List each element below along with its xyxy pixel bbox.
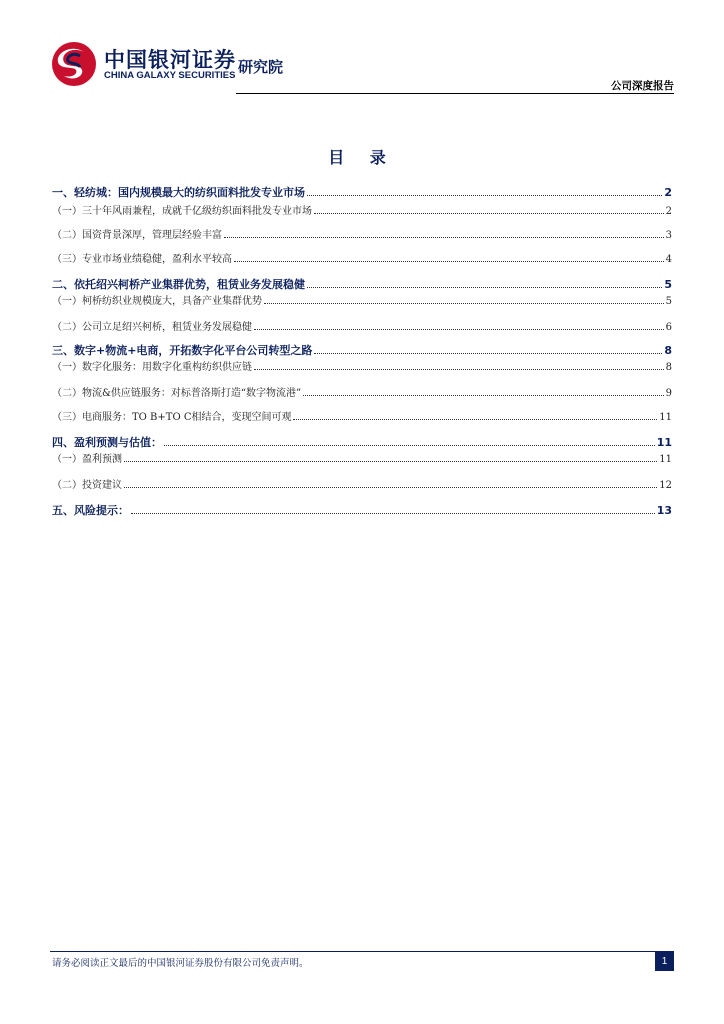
toc-leader-dots [264, 303, 664, 304]
toc-entry[interactable] [52, 450, 672, 466]
toc-entry-title: （二）国资背景深厚，管理层经验丰富 [52, 230, 222, 241]
toc-entry-title: （一）数字化服务：用数字化重构纺织供应链 [52, 362, 252, 373]
toc-entry[interactable] [52, 318, 672, 334]
toc-entry-page: 9 [665, 388, 672, 399]
toc-entry[interactable] [52, 342, 672, 358]
toc-leader-dots [303, 395, 663, 396]
toc-entry-title: 一、轻纺城：国内规模最大的纺织面料批发专业市场 [52, 186, 305, 199]
toc-entry-page: 12 [659, 480, 672, 491]
toc-entry[interactable] [52, 276, 672, 292]
toc-entry[interactable] [52, 408, 672, 424]
toc-entry[interactable] [52, 476, 672, 492]
toc-entry-page: 8 [665, 362, 672, 373]
toc-title: 目 录 [328, 148, 396, 167]
toc-entry[interactable] [52, 202, 672, 218]
toc-leader-dots [124, 461, 657, 462]
toc-entry-page: 6 [665, 322, 672, 333]
toc-leader-dots [224, 237, 664, 238]
toc-entry-page: 8 [664, 344, 672, 357]
toc-leader-dots [293, 419, 657, 420]
toc-entry-title: （二）公司立足绍兴柯桥，租赁业务发展稳健 [52, 322, 252, 333]
toc-entry[interactable] [52, 434, 672, 450]
toc-entry-title: 四、盈利预测与估值： [52, 436, 162, 449]
toc-entry-page: 2 [664, 186, 672, 199]
toc-entry-title: （一）三十年风雨兼程，成就千亿级纺织面料批发专业市场 [52, 206, 312, 217]
toc-entry-page: 3 [665, 230, 672, 241]
toc-entry-page: 13 [656, 504, 672, 517]
toc-leader-dots [314, 353, 662, 354]
toc-entry-page: 11 [659, 412, 672, 423]
toc-entry-page: 5 [665, 296, 672, 307]
toc-leader-dots [234, 261, 664, 262]
footer-divider [50, 951, 674, 952]
toc-leader-dots [314, 213, 664, 214]
toc-entry[interactable] [52, 226, 672, 242]
toc-leader-dots [131, 513, 655, 514]
toc-entry-title: （一）柯桥纺织业规模庞大，具备产业集群优势 [52, 296, 262, 307]
toc-entry[interactable] [52, 358, 672, 374]
toc-leader-dots [254, 369, 664, 370]
toc-entry-title: （一）盈利预测 [52, 454, 122, 465]
toc-leader-dots [164, 445, 655, 446]
toc-leader-dots [254, 329, 664, 330]
toc-entry[interactable] [52, 502, 672, 518]
toc-entry[interactable] [52, 250, 672, 266]
brand-name-en: CHINA GALAXY SECURITIES [104, 70, 236, 81]
toc-entry-page: 5 [664, 278, 672, 291]
toc-entry-page: 11 [659, 454, 672, 465]
toc-entry-title: （三）专业市场业绩稳健，盈利水平较高 [52, 254, 232, 265]
toc-entry-title: 三、数字+物流+电商，开拓数字化平台公司转型之路 [52, 344, 313, 357]
toc-entry[interactable] [52, 292, 672, 308]
toc-entry-page: 2 [665, 206, 672, 217]
toc-entry-title: 五、风险提示： [52, 504, 129, 517]
toc-entry[interactable] [52, 384, 672, 400]
toc-entry-page: 11 [656, 436, 672, 449]
toc-entry-title: （二）投资建议 [52, 480, 122, 491]
toc-entry-title: （三）电商服务：TO B+TO C相结合，变现空间可观 [52, 412, 292, 423]
brand-subtitle: 研究院 [238, 58, 284, 76]
brand-name-cn: 中国银河证券 [104, 48, 236, 72]
galaxy-logo-icon [50, 40, 98, 88]
toc-entry-page: 4 [665, 254, 672, 265]
toc-entry-title: 二、依托绍兴柯桥产业集群优势，租赁业务发展稳健 [52, 278, 305, 291]
page-number: 1 [655, 952, 674, 971]
toc-entry[interactable] [52, 184, 672, 200]
footer-disclaimer: 请务必阅读正文最后的中国银河证券股份有限公司免责声明。 [52, 958, 309, 969]
report-type: 公司深度报告 [611, 80, 674, 92]
toc-entry-title: （二）物流&供应链服务：对标普洛斯打造“数字物流港” [52, 388, 302, 399]
toc-leader-dots [307, 195, 662, 196]
page-header [0, 0, 724, 100]
toc-leader-dots [124, 487, 657, 488]
toc-leader-dots [307, 287, 662, 288]
header-divider [236, 93, 674, 94]
